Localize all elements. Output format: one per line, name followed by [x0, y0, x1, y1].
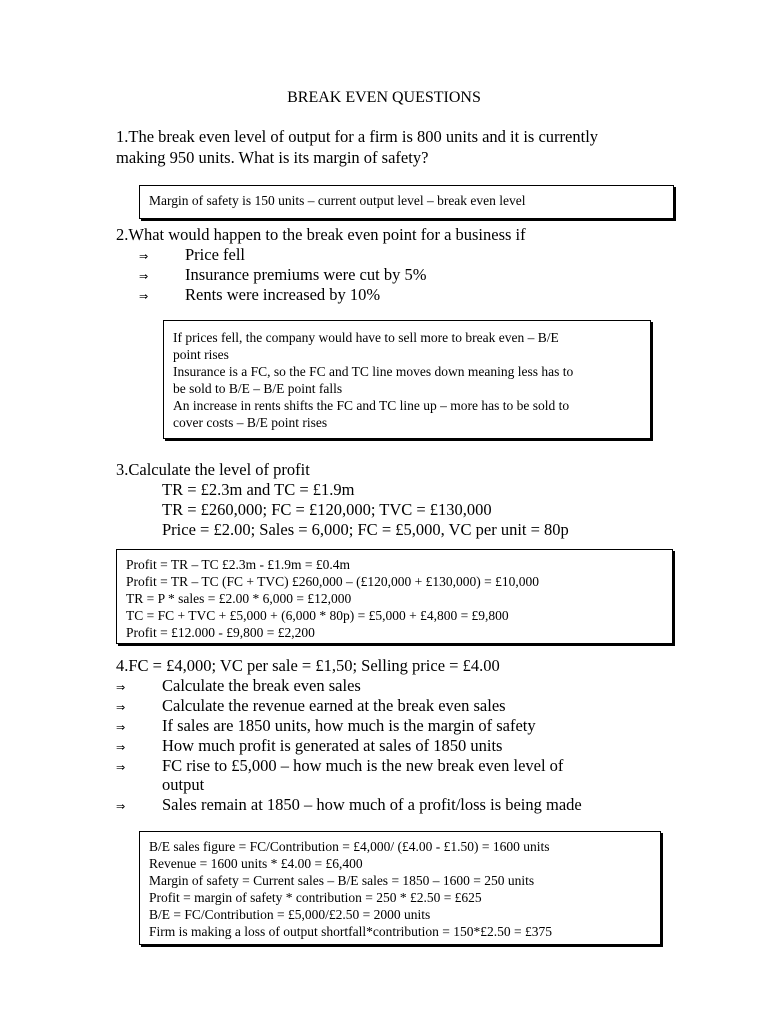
arrow-bullet-icon: ⇒ — [116, 800, 126, 813]
answer-1-text: Margin of safety is 150 units – current output level – break even level — [149, 193, 526, 208]
question-4-item — [116, 696, 125, 718]
arrow-bullet-icon: ⇒ — [116, 761, 126, 774]
answer-4-line: Profit = margin of safety * contribution = 250 * £2.50 = £625 — [149, 890, 482, 905]
answer-box-2 — [163, 320, 651, 439]
arrow-bullet-icon: ⇒ — [116, 721, 126, 734]
question-1-line-2: making 950 units. What is its margin of safety? — [116, 148, 429, 167]
answer-box-4 — [139, 831, 661, 945]
question-2-item — [139, 265, 148, 287]
question-4-item-text: If sales are 1850 units, how much is the margin of safety — [162, 716, 536, 735]
question-3-item: TR = £2.3m and TC = £1.9m — [162, 480, 355, 499]
question-4-item-text: Calculate the revenue earned at the break even sales — [162, 696, 506, 715]
question-4-item — [116, 676, 125, 698]
question-4-heading: 4.FC = £4,000; VC per sale = £1,50; Selling price = £4.00 — [116, 656, 500, 675]
question-4-item — [116, 795, 125, 817]
answer-3-line: Profit = TR – TC £2.3m - £1.9m = £0.4m — [126, 557, 350, 572]
answer-2-line: Insurance is a FC, so the FC and TC line moves down meaning less has to — [173, 364, 574, 379]
answer-2-line: be sold to B/E – B/E point falls — [173, 381, 343, 396]
answer-3-line: Profit = £12.000 - £9,800 = £2,200 — [126, 625, 315, 640]
question-4-item — [116, 716, 125, 738]
arrow-bullet-icon: ⇒ — [116, 681, 126, 694]
question-4-item-text: FC rise to £5,000 – how much is the new break even level of — [162, 756, 564, 775]
question-4-item-text: Sales remain at 1850 – how much of a profit/loss is being made — [162, 795, 582, 814]
question-2-item-text: Rents were increased by 10% — [185, 285, 381, 304]
answer-box-3 — [116, 549, 673, 644]
question-2-item-text: Insurance premiums were cut by 5% — [185, 265, 427, 284]
question-4-item — [116, 756, 125, 778]
question-2-item-text: Price fell — [185, 245, 246, 264]
question-4-item-text: Calculate the break even sales — [162, 676, 361, 695]
question-4-item-text-continued: output — [162, 775, 205, 794]
question-3-heading: 3.Calculate the level of profit — [116, 460, 310, 479]
question-4-item-text: How much profit is generated at sales of 1850 units — [162, 736, 503, 755]
page-title: BREAK EVEN QUESTIONS — [287, 89, 481, 106]
arrow-bullet-icon: ⇒ — [116, 741, 126, 754]
answer-4-line: B/E sales figure = FC/Contribution = £4,000/ (£4.00 - £1.50) = 1600 units — [149, 839, 550, 854]
arrow-bullet-icon: ⇒ — [139, 290, 149, 303]
question-2-item — [139, 285, 148, 307]
question-3-item: Price = £2.00; Sales = 6,000; FC = £5,000, VC per unit = 80p — [162, 520, 569, 539]
question-2-item — [139, 245, 148, 267]
answer-2-line: point rises — [173, 347, 229, 362]
answer-4-line: B/E = FC/Contribution = £5,000/£2.50 = 2000 units — [149, 907, 431, 922]
question-1-line-1: 1.The break even level of output for a firm is 800 units and it is currently — [116, 127, 599, 146]
answer-3-line: Profit = TR – TC (FC + TVC) £260,000 – (£120,000 + £130,000) = £10,000 — [126, 574, 539, 589]
answer-2-line: An increase in rents shifts the FC and TC line up – more has to be sold to — [173, 398, 570, 413]
answer-box-1 — [139, 185, 674, 219]
answer-2-line: cover costs – B/E point rises — [173, 415, 328, 430]
question-4-item — [116, 736, 125, 758]
answer-3-line: TC = FC + TVC + £5,000 + (6,000 * 80p) = £5,000 + £4,800 = £9,800 — [126, 608, 509, 623]
answer-2-line: If prices fell, the company would have to sell more to break even – B/E — [173, 330, 559, 345]
question-3-item: TR = £260,000; FC = £120,000; TVC = £130,000 — [162, 500, 492, 519]
answer-4-line: Revenue = 1600 units * £4.00 = £6,400 — [149, 856, 363, 871]
arrow-bullet-icon: ⇒ — [116, 701, 126, 714]
answer-4-line: Firm is making a loss of output shortfall*contribution = 150*£2.50 = £375 — [149, 924, 552, 939]
answer-3-line: TR = P * sales = £2.00 * 6,000 = £12,000 — [126, 591, 352, 606]
arrow-bullet-icon: ⇒ — [139, 250, 149, 263]
answer-4-line: Margin of safety = Current sales – B/E sales = 1850 – 1600 = 250 units — [149, 873, 535, 888]
question-2-heading: 2.What would happen to the break even point for a business if — [116, 225, 526, 244]
arrow-bullet-icon: ⇒ — [139, 270, 149, 283]
